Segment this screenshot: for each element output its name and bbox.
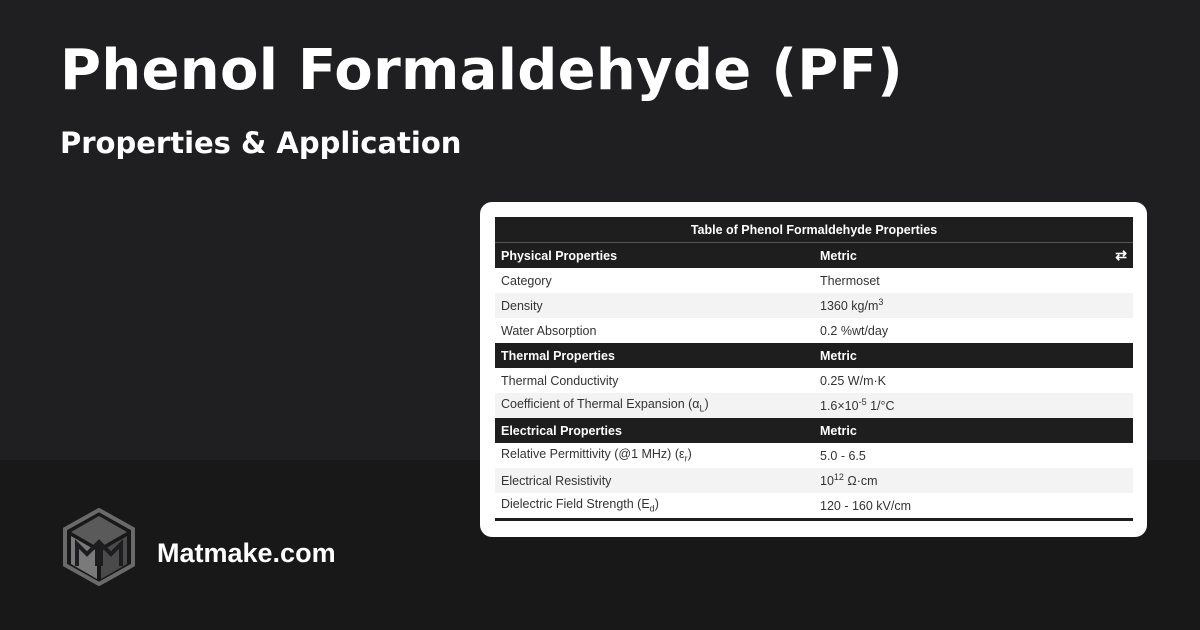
section-heading: Thermal Properties: [495, 343, 814, 368]
table-row: [495, 368, 1133, 393]
property-name: Density: [495, 293, 814, 318]
table-row: [495, 393, 1133, 418]
unit-heading: Metric: [814, 418, 1133, 443]
table-row: [495, 493, 1133, 520]
property-name: Category: [495, 268, 814, 293]
table-row: [495, 468, 1133, 493]
property-value: [814, 293, 1133, 318]
unit-heading-label: Metric: [820, 248, 857, 263]
property-name: [495, 493, 814, 520]
value-tail: 1/°C: [866, 399, 895, 414]
value-text: 1360 kg/m: [820, 299, 879, 314]
property-subscript: d: [649, 503, 655, 514]
value-superscript: -5: [858, 397, 867, 408]
property-tail: ): [704, 397, 709, 412]
section-header-physical: [495, 243, 1133, 269]
swap-units-icon[interactable]: ⇄: [1115, 247, 1127, 263]
property-name: Electrical Resistivity: [495, 468, 814, 493]
value-tail: Ω·cm: [843, 474, 878, 489]
property-value: [814, 468, 1133, 493]
hexagon-m-logo-icon: [62, 508, 136, 586]
property-value: 5.0 - 6.5: [814, 443, 1133, 468]
page-title: Phenol Formaldehyde (PF): [60, 38, 904, 103]
property-name: Water Absorption: [495, 318, 814, 343]
property-subscript: r: [684, 453, 688, 464]
section-heading: Electrical Properties: [495, 418, 814, 443]
section-header-thermal: [495, 343, 1133, 368]
section-header-electrical: [495, 418, 1133, 443]
property-tail: ): [654, 497, 659, 512]
table-row: [495, 268, 1133, 293]
brand-name: Matmake.com: [157, 538, 336, 568]
property-tail: ): [687, 447, 692, 462]
unit-heading: Metric: [814, 343, 1133, 368]
value-superscript: 3: [878, 297, 884, 308]
value-text: 10: [820, 474, 834, 489]
value-superscript: 12: [833, 472, 844, 483]
table-caption-row: [495, 217, 1133, 243]
table-row: [495, 318, 1133, 343]
property-text: Dielectric Field Strength (E: [501, 497, 650, 512]
property-name: [495, 393, 814, 418]
properties-card: [480, 202, 1147, 537]
property-value: Thermoset: [814, 268, 1133, 293]
table-caption: Table of Phenol Formaldehyde Properties: [495, 217, 1133, 243]
page-subtitle: Properties & Application: [60, 126, 462, 160]
properties-table: [495, 217, 1133, 521]
table-row: [495, 293, 1133, 318]
property-text: Coefficient of Thermal Expansion (α: [501, 397, 700, 412]
property-value: [814, 393, 1133, 418]
property-subscript: L: [699, 403, 705, 414]
property-value: 120 - 160 kV/cm: [814, 493, 1133, 520]
value-text: 1.6×10: [820, 399, 859, 414]
property-value: 0.2 %wt/day: [814, 318, 1133, 343]
property-name: [495, 443, 814, 468]
unit-heading: [814, 243, 1133, 269]
property-value: 0.25 W/m·K: [814, 368, 1133, 393]
property-name: Thermal Conductivity: [495, 368, 814, 393]
section-heading: Physical Properties: [495, 243, 814, 269]
property-text: Relative Permittivity (@1 MHz) (ε: [501, 447, 685, 462]
table-row: [495, 443, 1133, 468]
